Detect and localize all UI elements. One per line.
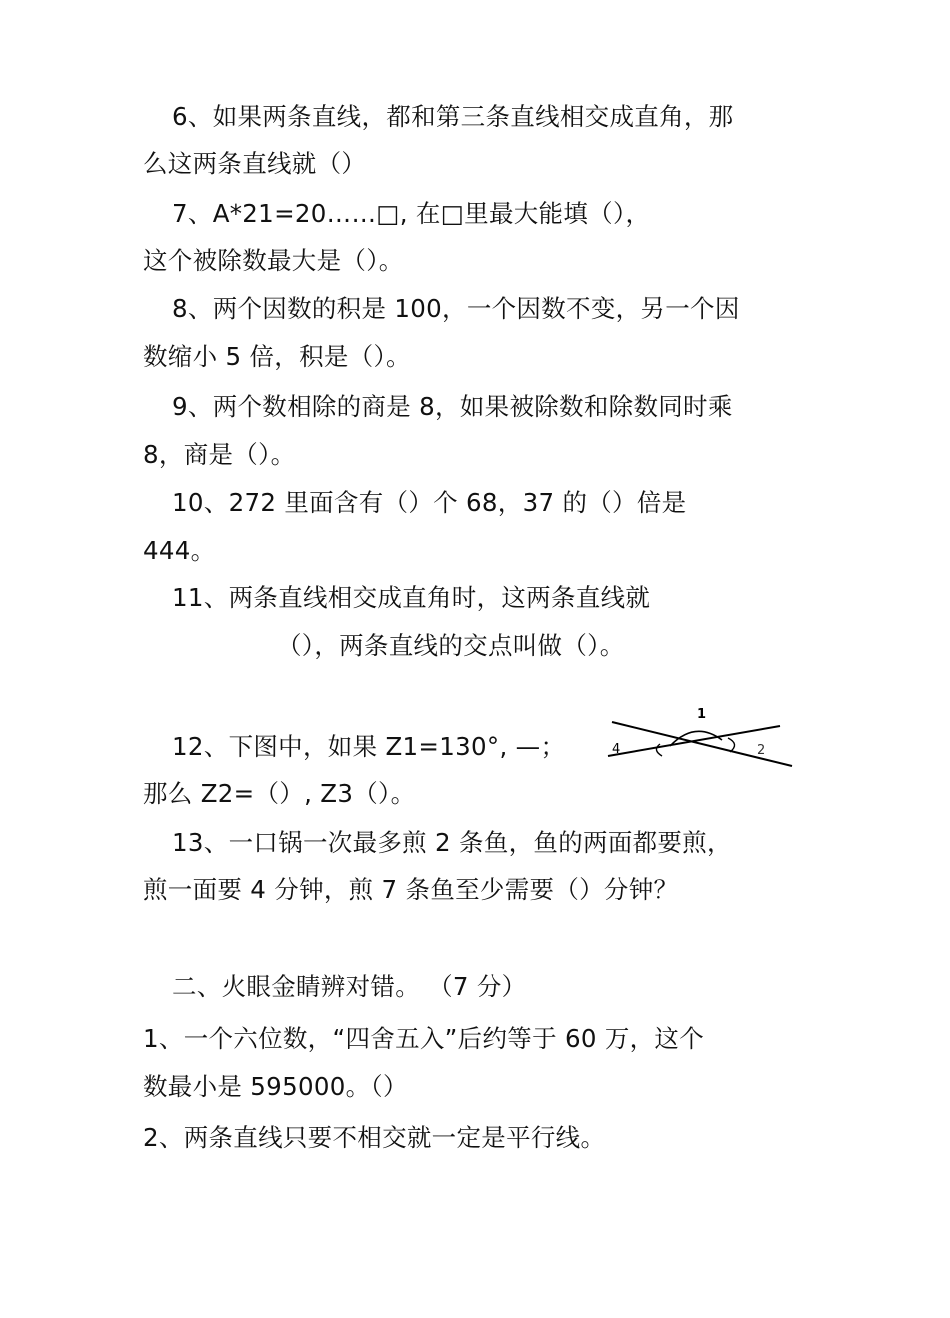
question-9-line-1: 9、两个数相除的商是 8，如果被除数和除数同时乘 <box>172 392 733 421</box>
section-2-item-2-line-1: 2、两条直线只要不相交就一定是平行线。 <box>143 1123 606 1152</box>
question-12-line-2: 那么 Z2=（）, Z3（）。 <box>143 779 416 808</box>
intersecting-lines-figure <box>600 700 800 780</box>
section-2-item-1-line-1: 1、一个六位数，“四舍五入”后约等于 60 万，这个 <box>143 1024 705 1053</box>
section-2-item-1-line-2: 数最小是 595000。（） <box>143 1072 408 1101</box>
figure-label-1: 1 <box>697 707 707 722</box>
question-12-line-1: 12、下图中，如果 Z1=130°, —； <box>172 732 566 761</box>
question-13-line-1: 13、一口锅一次最多煎 2 条鱼，鱼的两面都要煎， <box>172 828 732 857</box>
figure-label-4: 4 <box>612 742 621 757</box>
question-8-line-2: 数缩小 5 倍，积是（）。 <box>143 342 411 371</box>
figure-line-b <box>608 726 780 756</box>
question-10-line-2: 444。 <box>143 536 216 565</box>
question-7-line-2: 这个被除数最大是（）。 <box>143 246 404 275</box>
figure-label-2: 2 <box>757 743 766 758</box>
question-6-line-1: 6、如果两条直线，都和第三条直线相交成直角，那 <box>172 102 734 131</box>
question-8-line-1: 8、两个因数的积是 100，一个因数不变，另一个因 <box>172 294 740 323</box>
question-7-line-1: 7、A*21=20……□, 在□里最大能填（）， <box>172 199 651 228</box>
question-13-line-2: 煎一面要 4 分钟，煎 7 条鱼至少需要（）分钟？ <box>143 875 679 904</box>
question-9-line-2: 8，商是（）。 <box>143 440 296 469</box>
question-11-line-2: （），两条直线的交点叫做（）。 <box>277 631 625 660</box>
question-11-line-1: 11、两条直线相交成直角时，这两条直线就 <box>172 583 651 612</box>
section-2-heading: 二、火眼金睛辨对错。 （7 分） <box>172 972 527 1001</box>
question-10-line-1: 10、272 里面含有（）个 68，37 的（）倍是 <box>172 488 687 517</box>
question-6-line-2: 么这两条直线就（） <box>143 149 367 178</box>
